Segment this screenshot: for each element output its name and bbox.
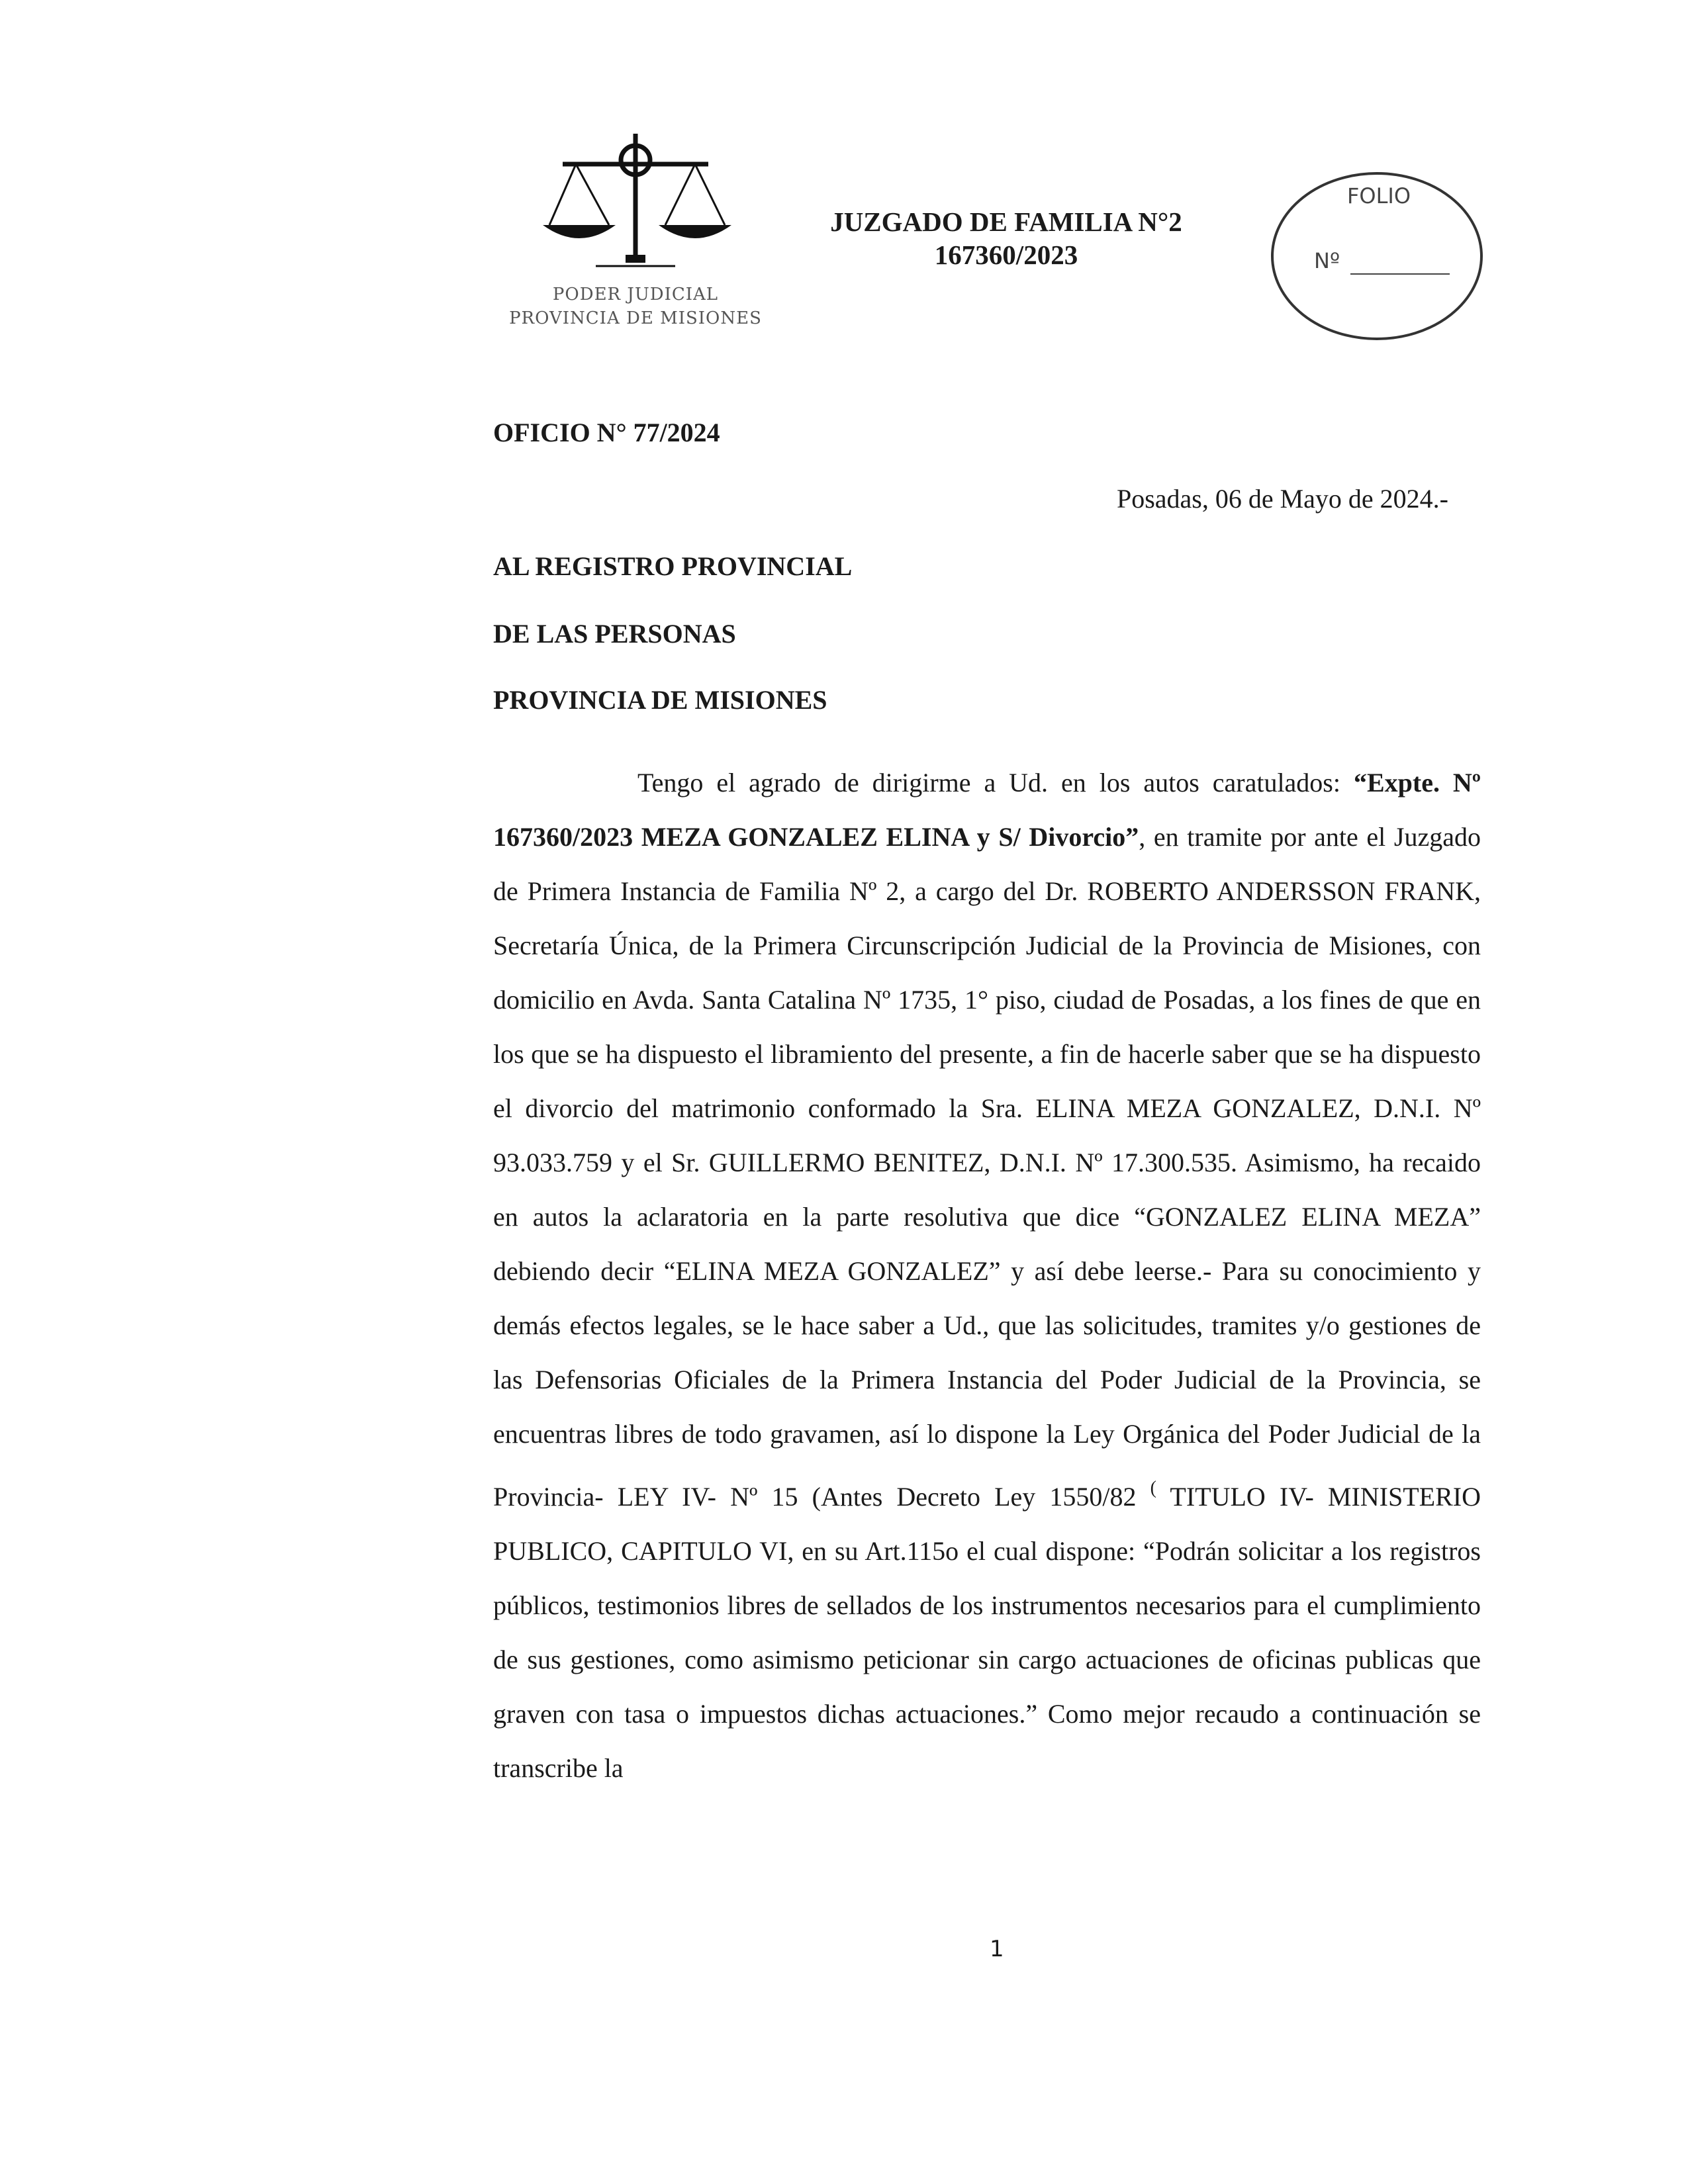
document-date: Posadas, 06 de Mayo de 2024.- <box>1116 484 1448 514</box>
logo-line-1: PODER JUDICIAL <box>552 285 719 304</box>
body-text-main: , en tramite por ante el Juzgado de Primera Instancia de Familia Nº 2, a cargo del Dr. ROBERTO ANDERSSON FRANK, Secretaría Única, de la Primera Circunscripción Judicial de la Provincia de Misiones, con domicilio en Avda. Santa Catalina Nº 1735, 1° piso, ciudad de Posadas, a los fines de que en los que se ha dispuesto el libramiento del presente, a fin de hacerle saber que se ha dispuesto el divorcio del matrimonio conformado la Sra. ELINA MEZA GONZALEZ, D.N.I. Nº 93.033.759 y el Sr. GUILLERMO BENITEZ, D.N.I. Nº 17.300.535. Asimismo, ha recaido en autos la aclaratoria en la parte resolutiva que dice “GONZALEZ ELINA MEZA” debiendo decir “ELINA MEZA GONZALEZ” y así debe leerse.- Para su conocimiento y demás efectos legales, se le hace saber a Ud., que las solicitudes, tramites y/o gestiones de las Defensorias Oficiales de la Primera Instancia del Poder Judicial de la Provincia, se encuentras libres de todo gravamen, así lo dispone la Ley Orgánica del Poder Judicial de la Provincia- LEY IV- Nº 15 (Antes Decreto Ley 1550/82 <box>493 822 1481 1512</box>
logo-line-2: PROVINCIA DE MISIONES <box>509 308 762 328</box>
folio-number-label: Nº <box>1314 248 1340 273</box>
body-superscript: ( <box>1150 1478 1156 1498</box>
page-number: 1 <box>990 1936 1004 1962</box>
court-header <box>781 205 1231 271</box>
court-name: JUZGADO DE FAMILIA N°2 <box>830 206 1182 237</box>
oficio-number: OFICIO N° 77/2024 <box>493 418 720 447</box>
body-text-end: TITULO IV- MINISTERIO PUBLICO, CAPITULO VI, en su Art.115o el cual dispone: “Podrán solicitar a los registros públicos, testimonios libres de sellados de los instrumentos necesarios para el cumplimiento de sus gestiones, como asimismo peticionar sin cargo actuaciones de oficinas publicas que graven con tasa o impuestos dichas actuaciones.” Como mejor recaudo a continuación se transcribe la <box>493 1482 1481 1783</box>
folio-number-line <box>1350 273 1450 275</box>
body-intro: Tengo el agrado de dirigirme a Ud. en los autos caratulados: <box>637 768 1354 797</box>
addressee-line-2: DE LAS PERSONAS <box>493 619 736 649</box>
addressee-line-3: PROVINCIA DE MISIONES <box>493 685 827 715</box>
case-number: 167360/2023 <box>934 240 1078 270</box>
scales-of-justice-icon <box>536 126 735 285</box>
body-paragraph <box>493 756 1481 1796</box>
judicial-logo <box>503 126 768 338</box>
case-title: “Expte. Nº 167360/2023 MEZA GONZALEZ ELINA y S/ Divorcio” <box>493 768 1481 852</box>
folio-label: FOLIO <box>1347 183 1411 208</box>
folio-stamp <box>1268 169 1486 344</box>
addressee-line-1: AL REGISTRO PROVINCIAL <box>493 551 853 581</box>
